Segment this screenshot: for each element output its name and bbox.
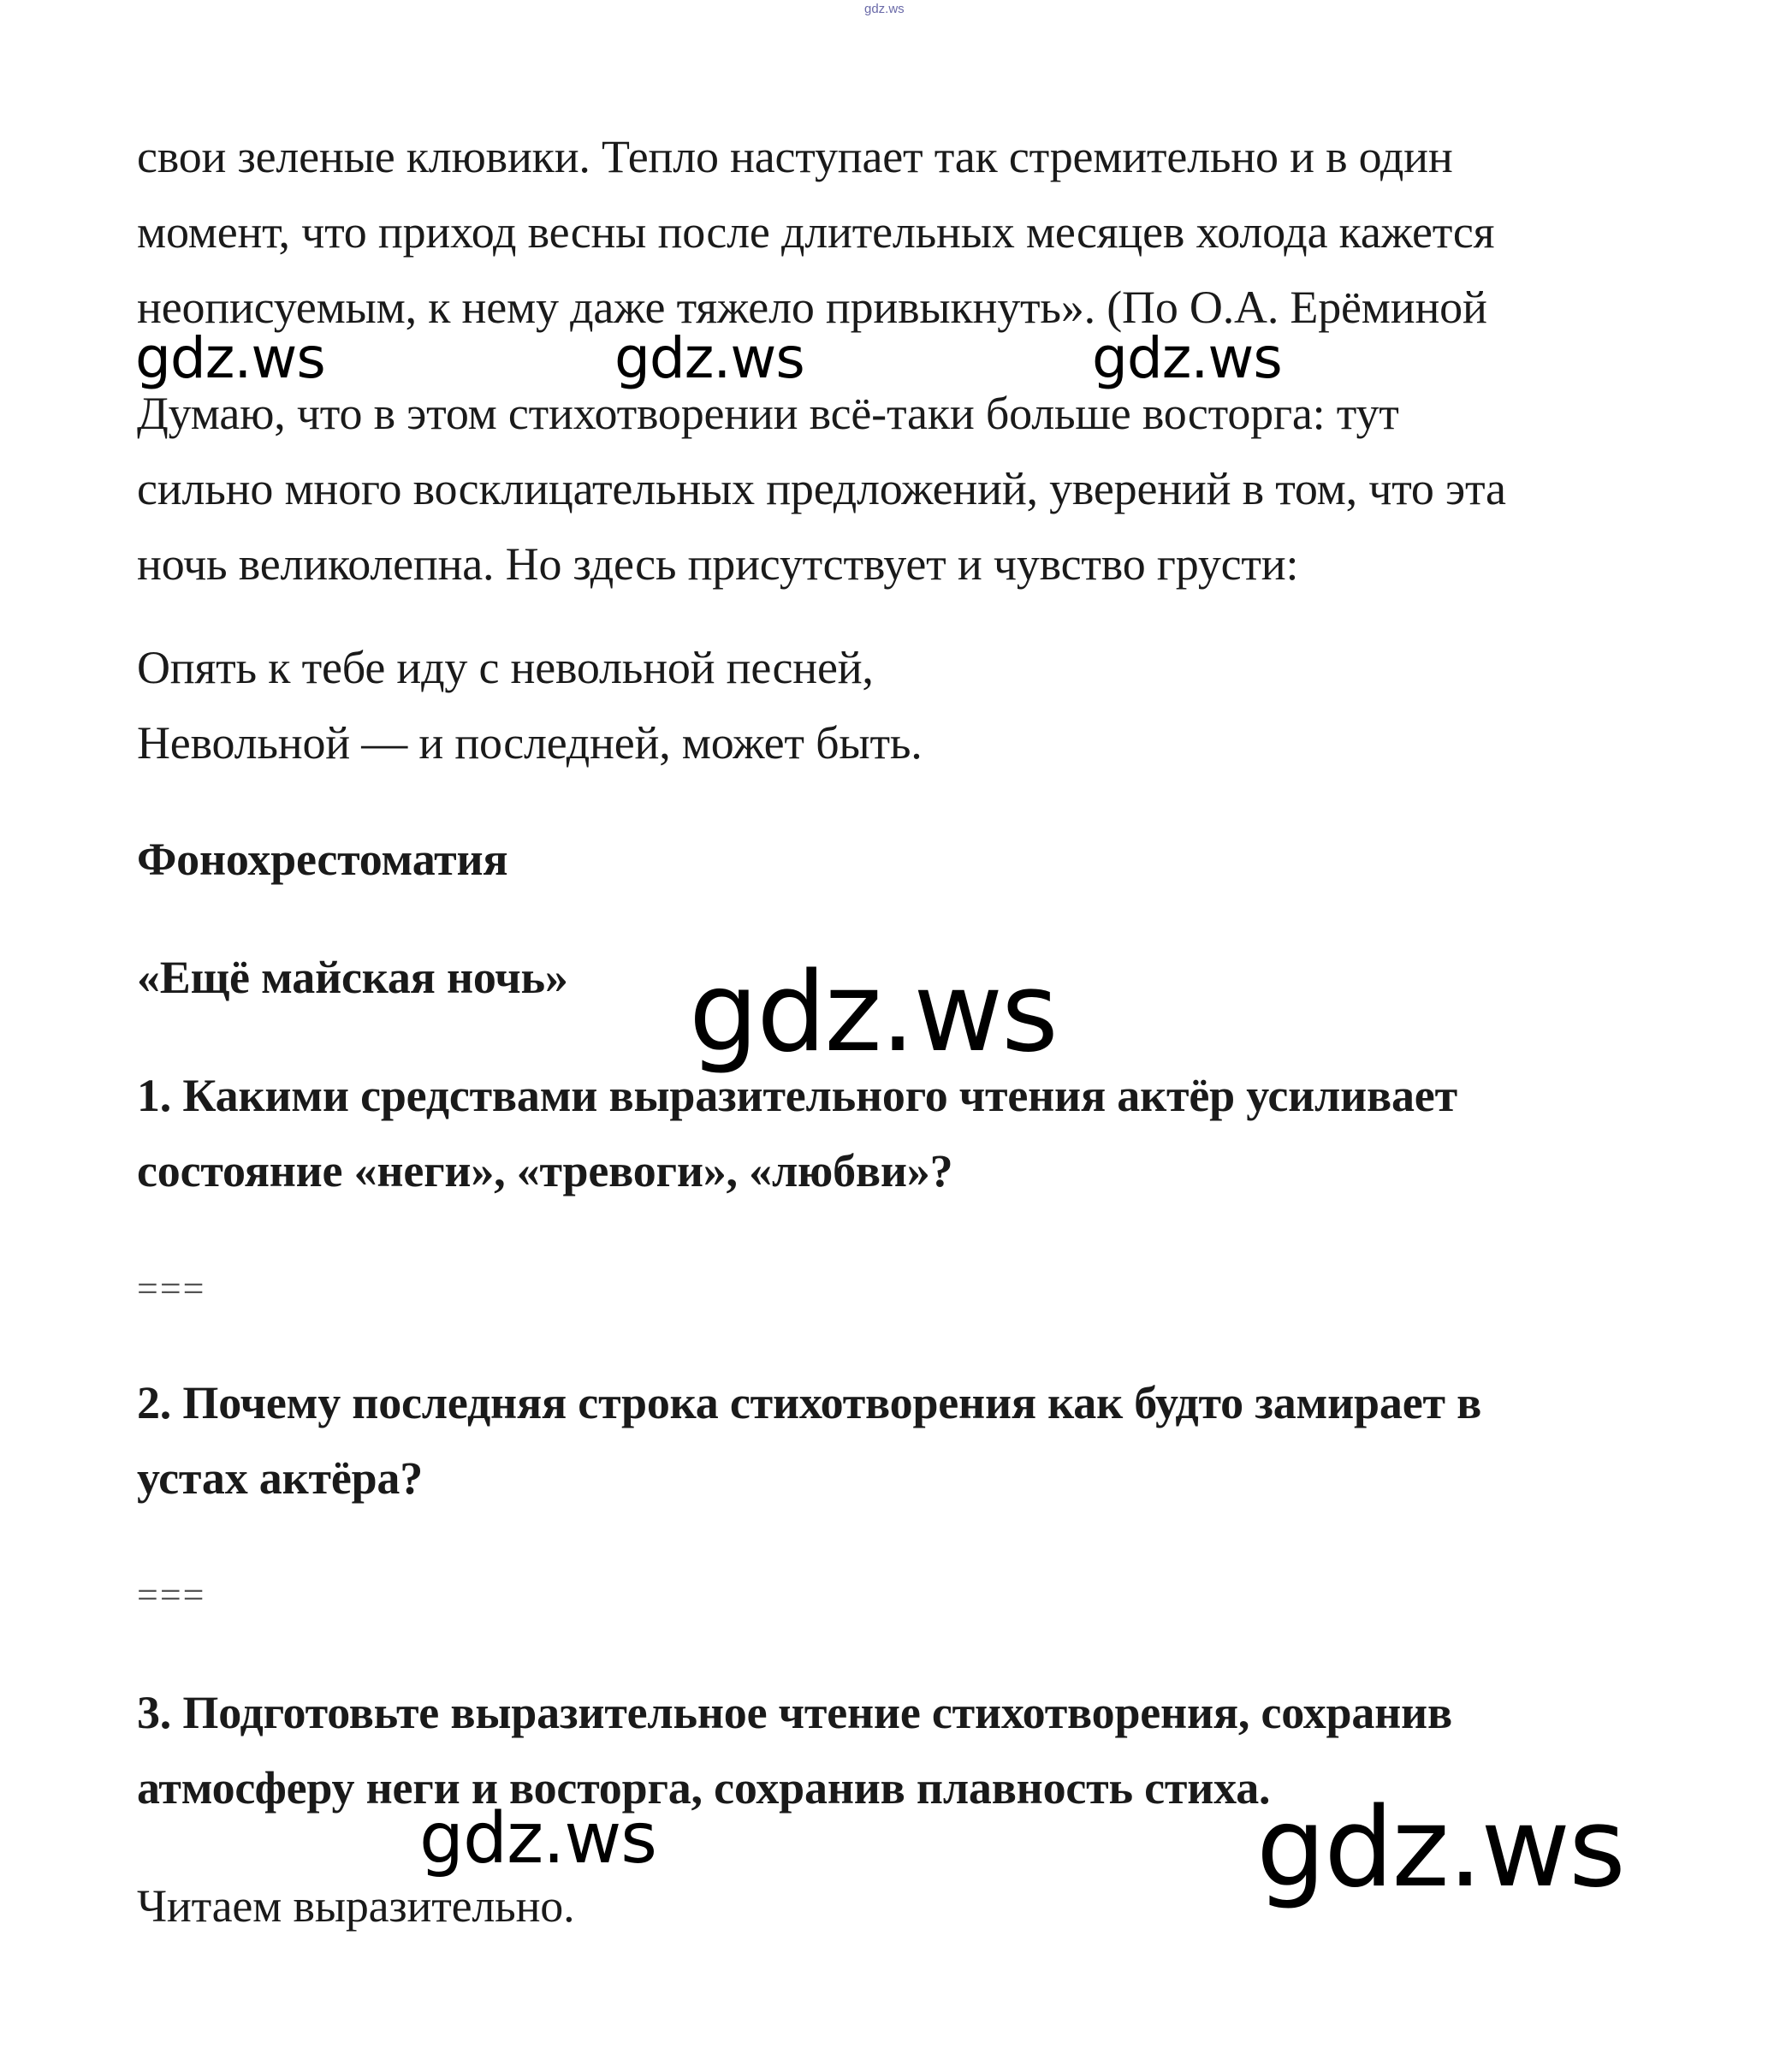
- separator: ===: [137, 1574, 206, 1616]
- watermark: gdz.ws: [1092, 325, 1282, 391]
- paragraph-line: Думаю, что в этом стихотворении всё-таки больше восторга: тут: [137, 388, 1399, 439]
- question-3-line: атмосферу неги и восторга, сохранив плавность стиха.: [137, 1762, 1271, 1814]
- paragraph-line: свои зеленые клювики. Тепло наступает так стремительно и в один: [137, 131, 1453, 182]
- separator: ===: [137, 1268, 206, 1309]
- question-2-line: устах актёра?: [137, 1452, 424, 1504]
- question-1-line: 1. Какими средствами выразительного чтения актёр усиливает: [137, 1070, 1457, 1121]
- question-2-line: 2. Почему последняя строка стихотворения как будто замирает в: [137, 1377, 1482, 1428]
- site-mark: gdz.ws: [864, 2, 905, 16]
- paragraph-line: ночь великолепна. Но здесь присутствует и чувство грусти:: [137, 538, 1299, 590]
- poem-title: «Ещё майская ночь»: [137, 952, 568, 1003]
- question-1-line: состояние «неги», «тревоги», «любви»?: [137, 1145, 953, 1196]
- question-3-line: 3. Подготовьте выразительное чтение стихотворения, сохранив: [137, 1687, 1452, 1738]
- paragraph-line: сильно много восклицательных предложений, уверений в том, что эта: [137, 463, 1506, 514]
- watermark: gdz.ws: [419, 1798, 656, 1879]
- answer-text: Читаем выразительно.: [137, 1880, 575, 1932]
- quote-line: Опять к тебе иду с невольной песней,: [137, 642, 874, 693]
- watermark: gdz.ws: [614, 325, 804, 391]
- paragraph-line: момент, что приход весны после длительных месяцев холода кажется: [137, 206, 1495, 258]
- watermark: gdz.ws: [689, 949, 1057, 1077]
- paragraph-line: неописуемым, к нему даже тяжело привыкнуть». (По О.А. Ерёминой: [137, 282, 1487, 333]
- watermark: gdz.ws: [135, 325, 325, 391]
- section-title: Фонохрестоматия: [137, 834, 508, 885]
- watermark: gdz.ws: [1256, 1784, 1624, 1912]
- quote-line: Невольной — и последней, может быть.: [137, 717, 923, 769]
